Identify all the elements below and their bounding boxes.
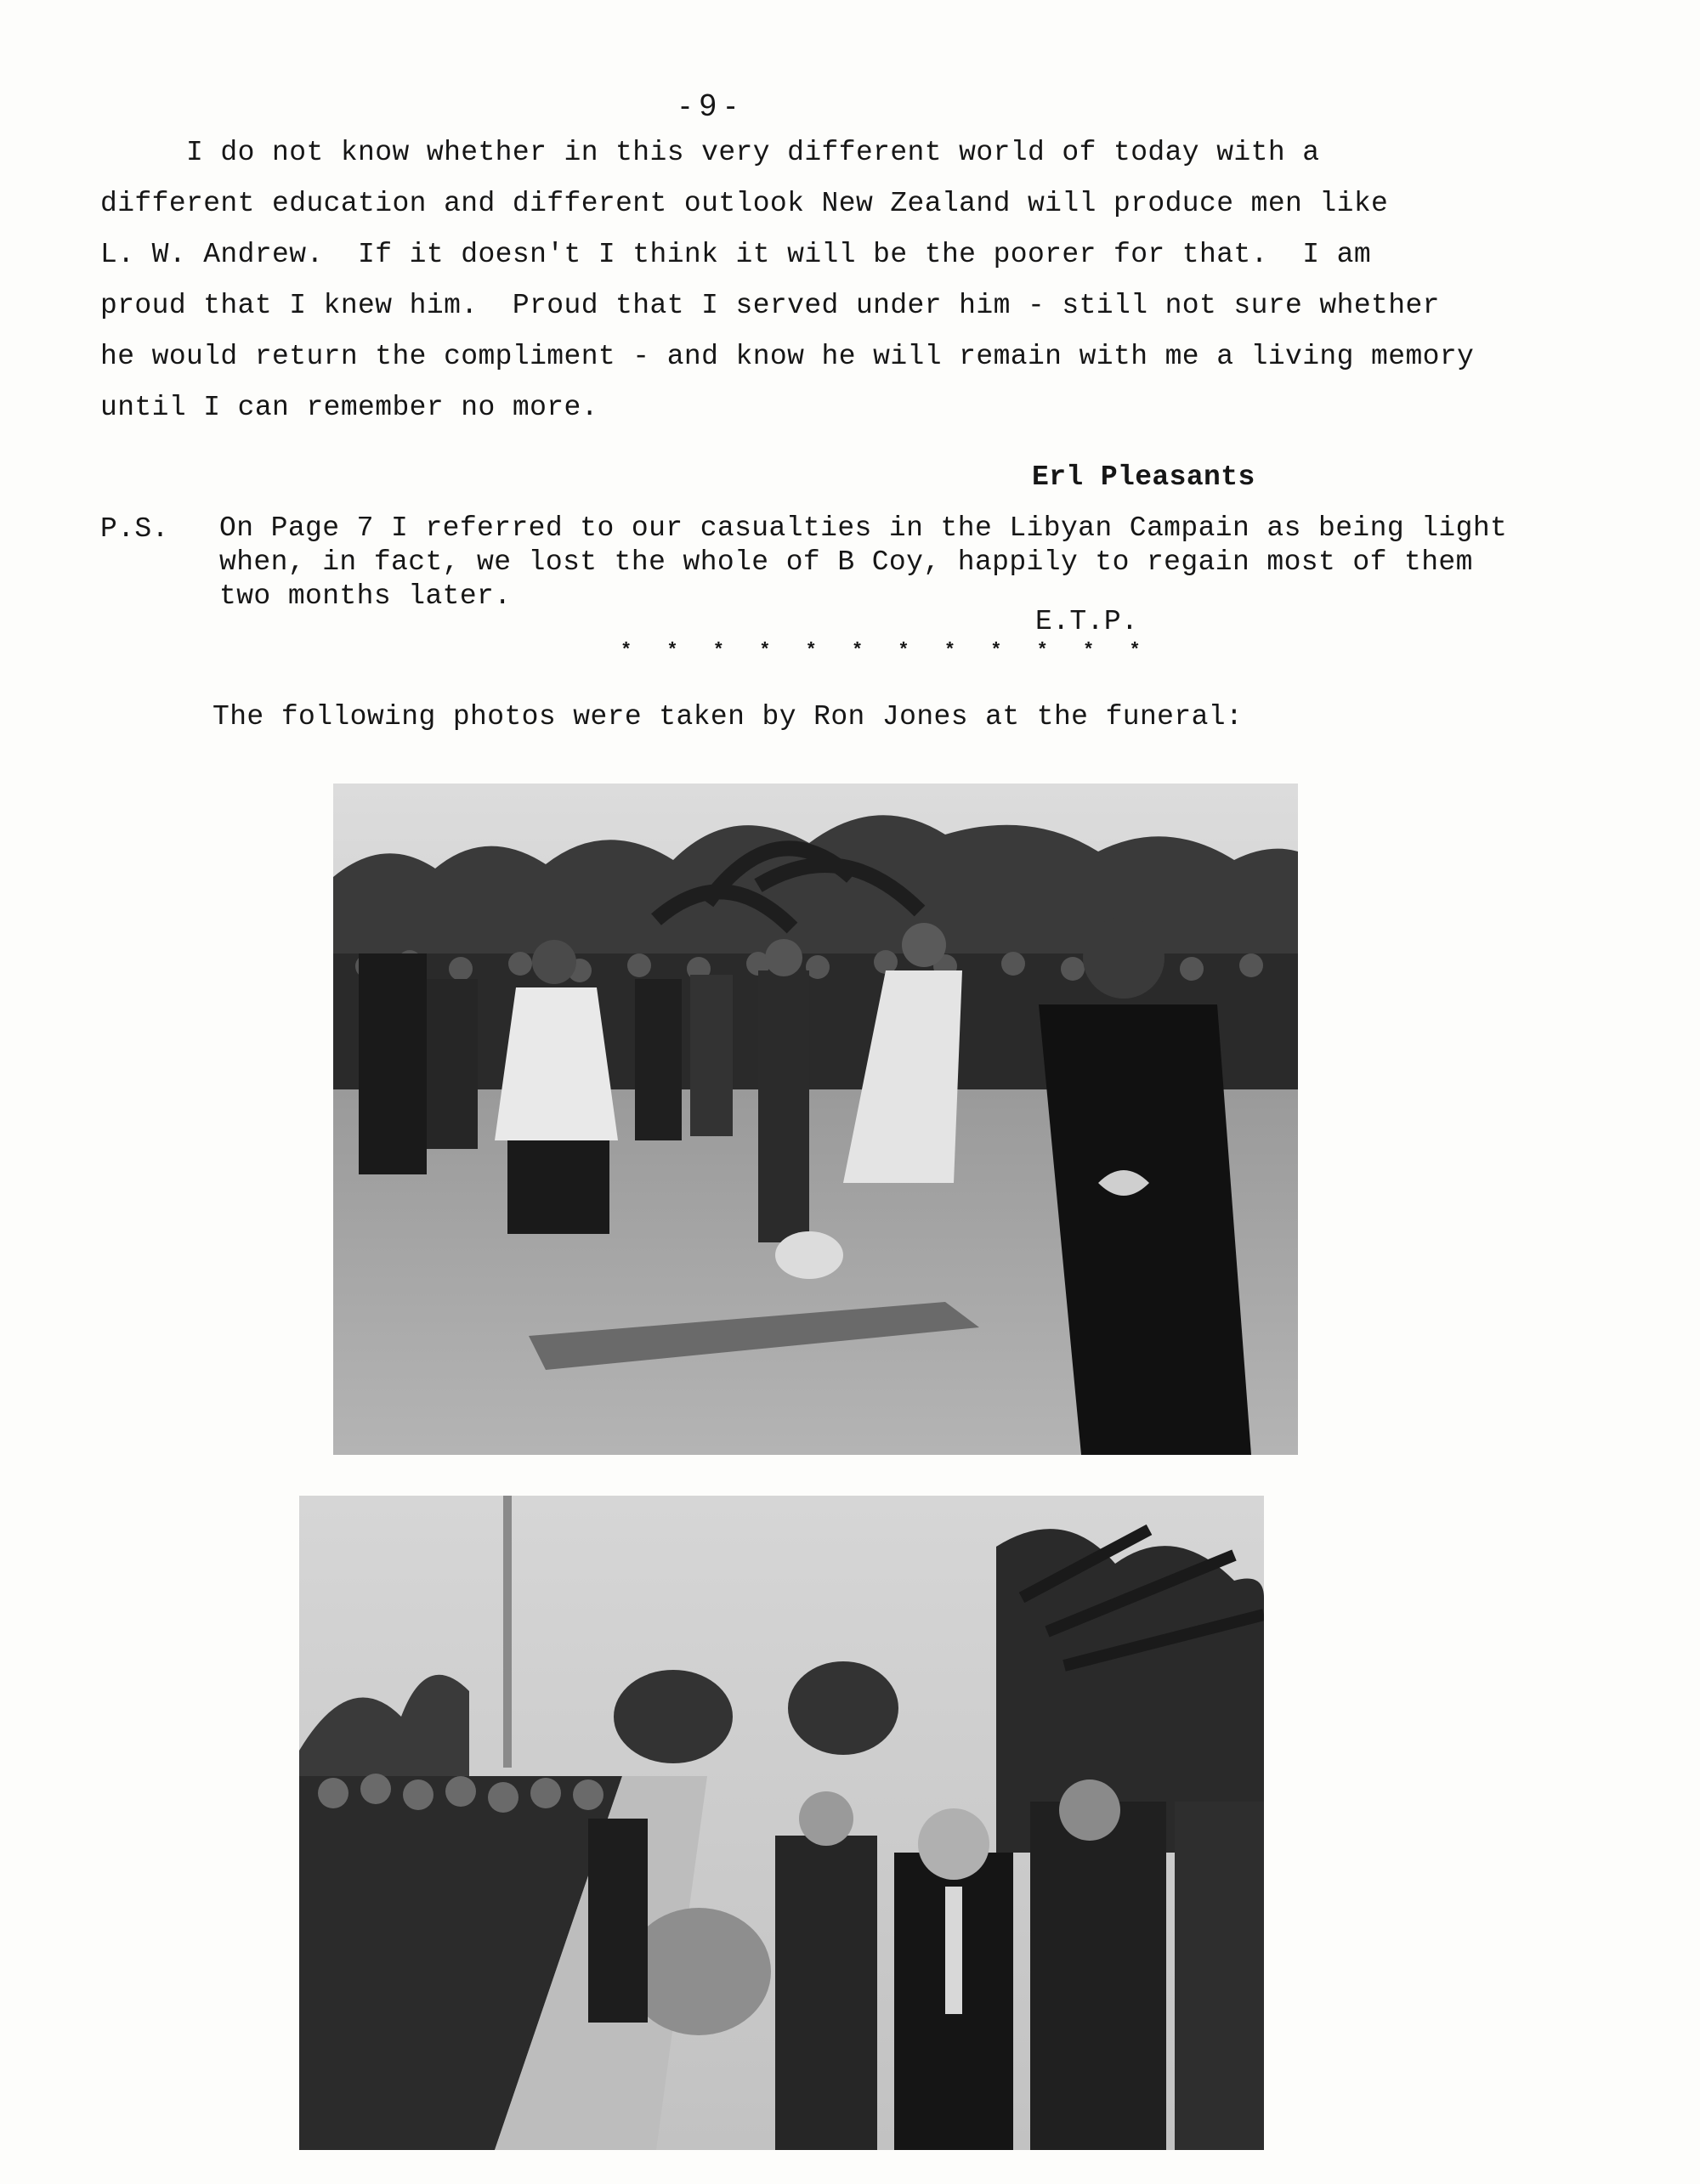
paragraph-line-6: until I can remember no more.: [100, 392, 598, 423]
funeral-photo-graveside: [333, 784, 1298, 1455]
paragraph-line-5: he would return the compliment - and know he will remain with me a living memory: [100, 341, 1475, 372]
paragraph-line-2: different education and different outlook New Zealand will produce men like: [100, 188, 1389, 219]
funeral-photo-graveside-image: [333, 784, 1298, 1455]
postscript-label: P.S.: [100, 513, 169, 545]
funeral-photo-procession-image: [299, 1496, 1264, 2150]
postscript-initials: E.T.P.: [1035, 606, 1139, 637]
postscript-line-1: On Page 7 I referred to our casualties in the Libyan Campain as being light: [219, 512, 1508, 544]
postscript-line-3: two months later.: [219, 580, 512, 612]
section-separator: * * * * * * * * * * * *: [620, 640, 1153, 661]
photo-caption: The following photos were taken by Ron Jones at the funeral:: [212, 701, 1244, 733]
page-number: - 9 -: [680, 88, 737, 122]
paragraph-line-4: proud that I knew him. Proud that I served under him - still not sure whether: [100, 290, 1440, 321]
paragraph-line-3: L. W. Andrew. If it doesn't I think it will be the poorer for that. I am: [100, 239, 1372, 270]
funeral-photo-procession: [299, 1496, 1264, 2150]
postscript-line-2: when, in fact, we lost the whole of B Coy, happily to regain most of them: [219, 546, 1473, 578]
author-signature: Erl Pleasants: [1032, 461, 1255, 493]
paragraph-line-1: I do not know whether in this very different world of today with a: [100, 137, 1320, 168]
